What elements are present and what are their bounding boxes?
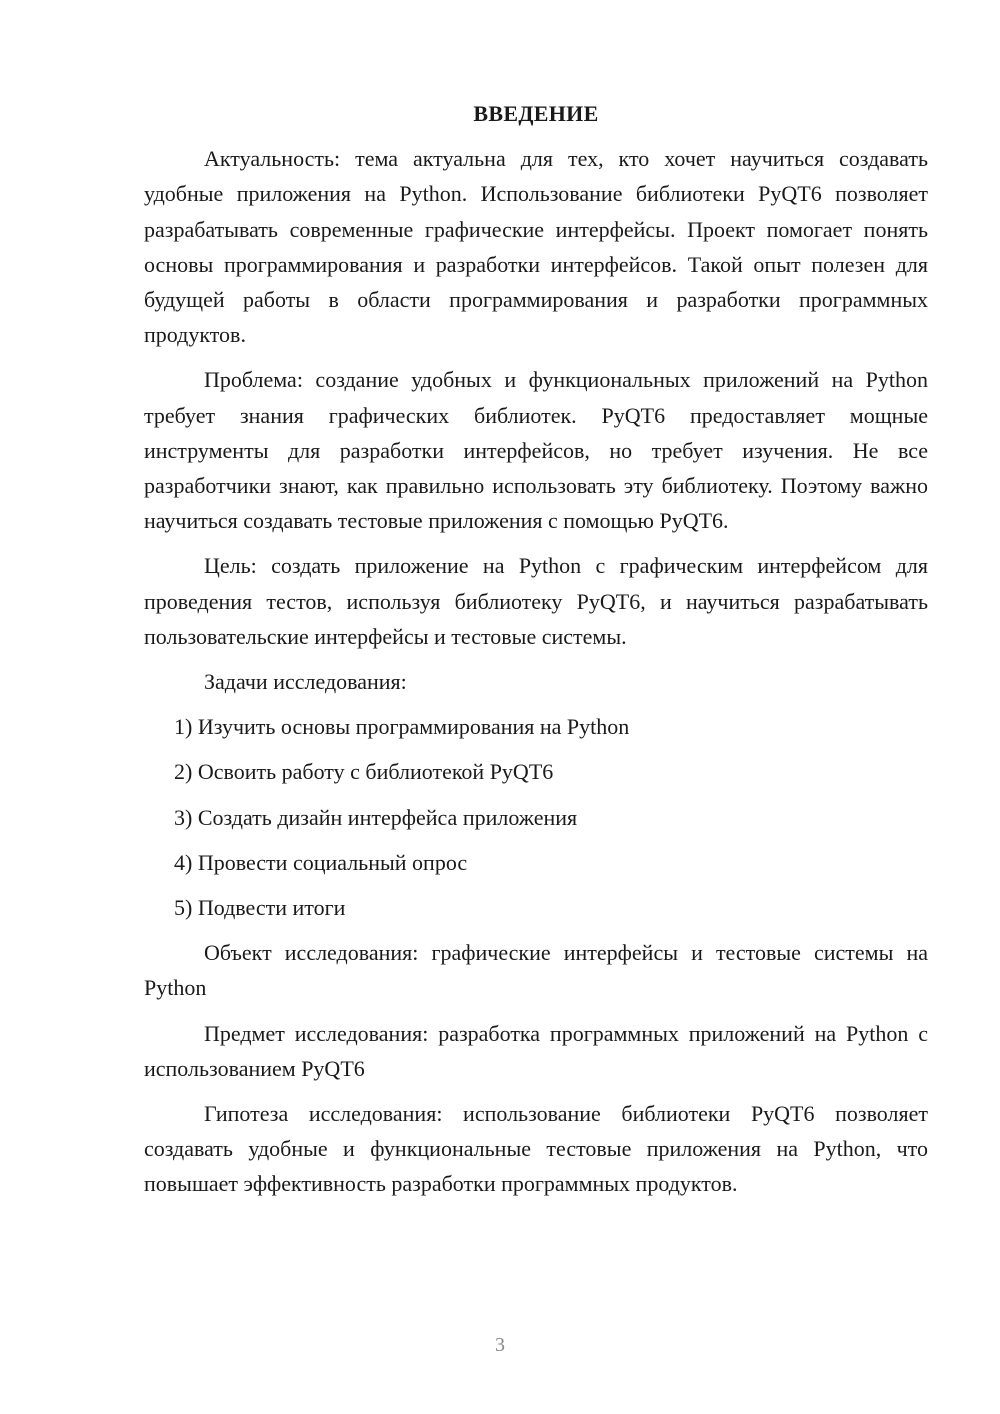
list-item: 2) Освоить работу с библиотекой PyQT6 bbox=[174, 759, 554, 785]
paragraph-research-subject: Предмет исследования: разработка программных приложений на Python с использованием PyQT6 bbox=[144, 1020, 928, 1081]
list-item: 1) Изучить основы программирования на Python bbox=[174, 714, 630, 740]
section-title: ВВЕДЕНИЕ bbox=[473, 101, 599, 126]
paragraph-hypothesis: Гипотеза исследования: использование библиотеки PyQT6 позволяет создавать удобные и функциональные тестовые приложения на Python, что повышает эффективность разработки программных продуктов. bbox=[144, 1101, 928, 1197]
tasks-heading: Задачи исследования: bbox=[204, 669, 407, 695]
task-list bbox=[144, 709, 928, 925]
list-item: 3) Создать дизайн интерфейса приложения bbox=[174, 804, 578, 830]
document-page bbox=[144, 96, 928, 1212]
paragraph-goal: Цель: создать приложение на Python с графическим интерфейсом для проведения тестов, используя библиотеку PyQT6, и научиться разрабатывать пользовательские интерфейсы и тестовые системы. bbox=[144, 553, 928, 649]
list-item: 4) Провести социальный опрос bbox=[174, 849, 468, 875]
paragraph-research-object: Объект исследования: графические интерфейсы и тестовые системы на Python bbox=[144, 940, 928, 1001]
page-number: 3 bbox=[495, 1334, 505, 1356]
paragraph-relevance: Актуальность: тема актуальна для тех, кто хочет научиться создавать удобные приложения на Python. Использование библиотеки PyQT6 позволяет разрабатывать современные графические интерфейсы. Проект помогает понять основы программирования и разработки интерфейсов. Такой опыт полезен для будущей работы в области программирования и разработки программных продуктов. bbox=[144, 146, 928, 348]
list-item: 5) Подвести итоги bbox=[174, 895, 346, 921]
paragraph-problem: Проблема: создание удобных и функциональных приложений на Python требует знания графических библиотек. PyQT6 предоставляет мощные инструменты для разработки интерфейсов, но требует изучения. Не все разработчики знают, как правильно использовать эту библиотеку. Поэтому важно научиться создавать тестовые приложения с помощью PyQT6. bbox=[144, 367, 928, 534]
